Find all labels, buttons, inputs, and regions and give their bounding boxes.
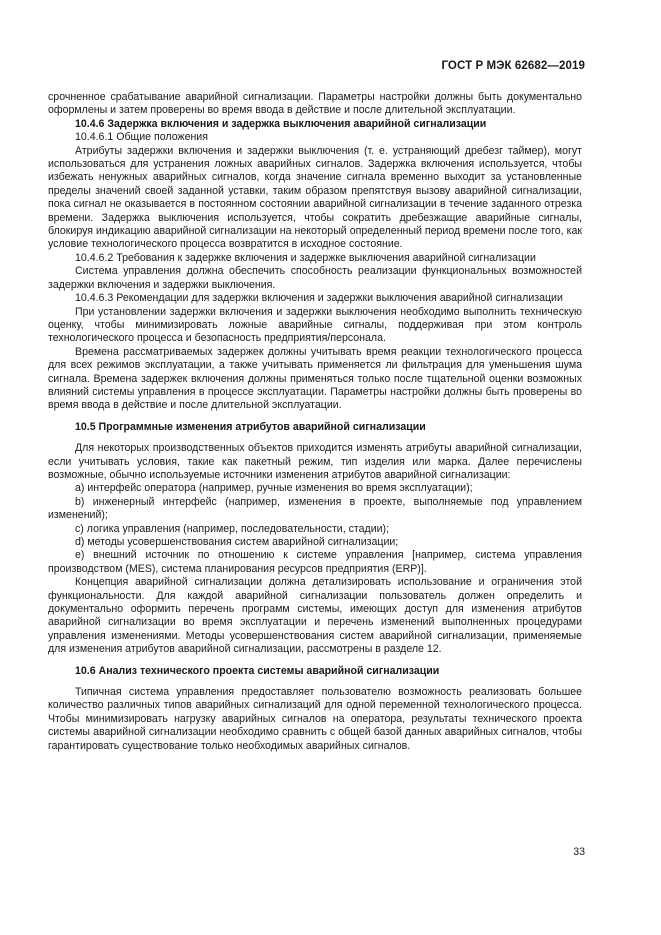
paragraph: Типичная система управления предоставляет пользователю возможность реализовать большее количество различных типов аварийных сигнализаций для одной переменной технологического процесса. Чтобы минимизировать нагрузку аварийных сигналов на оператора, результаты технического проекта системы аварийной сигнализации необходимо сравнить с общей базой данных аварийных сигналов, чтобы гарантировать существование только необходимых аварийных сигналов. [48, 686, 582, 752]
subsection-heading-10-4-6-1: 10.4.6.1 Общие положения [75, 131, 208, 144]
list-item: d) методы усовершенствования систем аварийной сигнализации; [75, 536, 399, 548]
document-body [48, 91, 582, 753]
list-item: a) интерфейс оператора (например, ручные изменения во время эксплуатации); [75, 482, 473, 495]
paragraph: Атрибуты задержки включения и задержки выключения (т. е. устраняющий дребезг таймер), могут использоваться для устранения ложных аварийных сигналов. Задержка включения используется, чтобы избежать ненужных аварийных сигналов, когда значение сигнала временно выходит за установленные пределы значений своей заданной уставки, таким образом препятствуя вызову аварийной сигнализации, пока сигнал не оказывается в постоянном состоянии аварийной сигнализации в течение заданного отрезка времени. Задержка выключения используется, чтобы сократить дребезжащие аварийные сигналы, блокируя индикацию аварийной сигнализации на некоторый определенный период времени после того, как условие технологического процесса возвратится в исходное состояние. [48, 144, 582, 251]
list-item: c) логика управления (например, последовательности, стадии); [75, 522, 390, 535]
subsection-heading-10-4-6-3: 10.4.6.3 Рекомендации для задержки включения и задержки выключения аварийной сигнализации [75, 292, 563, 305]
page-number: 33 [573, 846, 585, 858]
paragraph: срочненное срабатывание аварийной сигнализации. Параметры настройки должны быть документально оформлены и затем проверены во время ввода в действие и после длительной эксплуатации. [48, 91, 582, 117]
section-heading-10-6: 10.6 Анализ технического проекта системы аварийной сигнализации [75, 664, 440, 677]
paragraph: При установлении задержки включения и задержки выключения необходимо выполнить техническую оценку, чтобы минимизировать ложные аварийные сигналы, поддерживая при этом контроль технологического процесса и безопасность предприятия/персонала. [48, 305, 582, 345]
paragraph: Для некоторых производственных объектов приходится изменять атрибуты аварийной сигнализации, если учитывать условия, такие как пакетный режим, тип изделия или марка. Далее перечислены возможные, обычно используемые источники изменения атрибутов аварийной сигнализации: [48, 442, 582, 481]
paragraph: Система управления должна обеспечить способность реализации функциональных возможностей задержки включения и задержки выключения. [48, 265, 582, 291]
list-item: b) инженерный интерфейс (например, изменения в проекте, выполняемые под управлением изменений); [48, 495, 582, 522]
document-standard-header: ГОСТ Р МЭК 62682—2019 [441, 60, 585, 72]
paragraph: Времена рассматриваемых задержек должны учитывать время реакции технологического процесса для всех режимов эксплуатации, а также учитывать применяется ли фильтрация для уменьшения шума сигнала. Времена задержек включения должны применяться только после тщательной оценки возможных влияний системы управления в процессе эксплуатации. Параметры настройки должны быть проверены во время ввода в действие и после длительной эксплуатации. [48, 345, 582, 412]
list-item: e) внешний источник по отношению к системе управления [например, система управления производством (MES), система планирования ресурсов предприятия (ERP)]. [48, 549, 582, 575]
subsection-heading-10-4-6-2: 10.4.6.2 Требования к задержке включения и задержке выключения аварийной сигнализации [75, 251, 536, 264]
paragraph: Концепция аварийной сигнализации должна детализировать использование и ограничения этой функциональности. Для каждой аварийной сигнализации пользователь должен определить и документально оформить перечень программ системы, имеющих доступ для изменения атрибутов аварийной сигнализации во время эксплуатации и перечень изменений выполненных процедурами управления изменениями. Методы усовершенствования систем аварийной сигнализации, применяемые для изменения атрибутов аварийной сигнализации, рассмотрены в разделе 12. [48, 576, 582, 656]
section-heading-10-4-6: 10.4.6 Задержка включения и задержка выключения аварийной сигнализации [75, 117, 487, 130]
section-heading-10-5: 10.5 Программные изменения атрибутов аварийной сигнализации [75, 420, 426, 433]
